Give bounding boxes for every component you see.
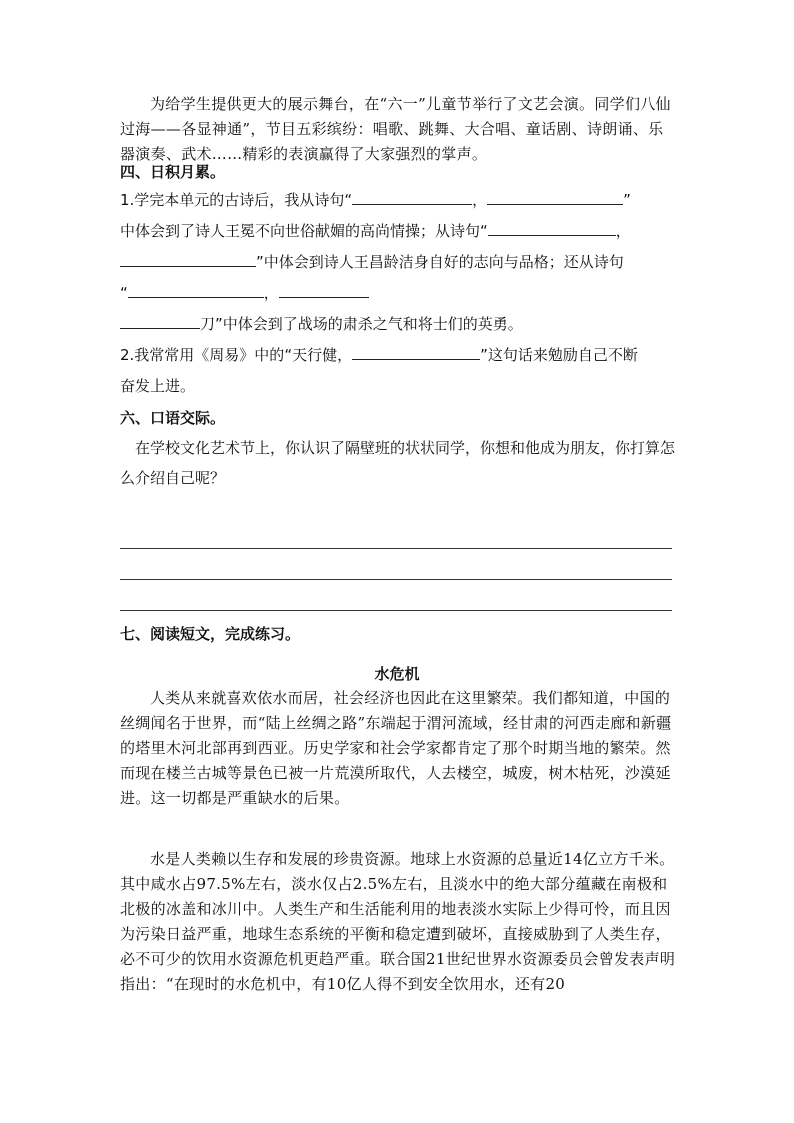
poem-blank-2[interactable] xyxy=(487,187,623,205)
speaking-prompt: 在学校文化艺术节上，你认识了隔壁班的状状同学，你想和他成为朋友，你打算怎么介绍自己呢？ xyxy=(120,439,676,487)
poem-blank-7[interactable] xyxy=(120,311,200,329)
section-six-heading: 六、口语交际。 xyxy=(120,409,226,427)
q1-line-3: ”中体会到诗人王昌龄洁身自好的志向与品格；还从诗句 xyxy=(120,247,680,278)
q1-line-2: 中体会到了诗人王冕不向世俗献媚的高尚情操；从诗句“ ， xyxy=(120,216,680,247)
zhouyi-blank[interactable] xyxy=(352,342,480,360)
poem-blank-6[interactable] xyxy=(279,280,369,298)
q1-line-4: “ ， xyxy=(120,278,680,309)
poem-blank-5[interactable] xyxy=(128,280,264,298)
q1-line-1: 1.学完本单元的古诗后，我从诗句“ ， ” xyxy=(120,185,680,216)
article-title: 水危机 xyxy=(374,665,420,683)
section-four-heading: 四、日积月累。 xyxy=(120,163,226,181)
answer-line-1[interactable] xyxy=(120,548,672,549)
poem-blank-4[interactable] xyxy=(120,249,256,267)
q1-line-5: 刀”中体会到了战场的肃杀之气和将士们的英勇。 xyxy=(120,309,680,340)
q2-line-2: 奋发上进。 xyxy=(120,377,196,395)
answer-line-3[interactable] xyxy=(120,610,672,611)
answer-line-2[interactable] xyxy=(120,579,672,580)
q2-line-1: 2.我常常用《周易》中的“天行健， ”这句话来勉励自己不断 xyxy=(120,340,680,371)
intro-paragraph: 为给学生提供更大的展示舞台，在“六一”儿童节举行了文艺会演。同学们八仙过海——各显神通”，节目五彩缤纷：唱歌、跳舞、大合唱、童话剧、诗朗诵、乐器演奏、武术……精彩的表演赢得了大家强烈的掌声。 xyxy=(120,95,671,163)
poem-blank-3[interactable] xyxy=(488,218,616,236)
article-paragraph-2: 水是人类赖以生存和发展的珍贵资源。地球上水资源的总量近14亿立方千米。其中咸水占97.5%左右，淡水仅占2.5%左右，且淡水中的绝大部分蕴藏在南极和北极的冰盖和冰川中。人类生产和生活能利用的地表淡水实际上少得可怜，而且因为污染日益严重，地球生态系统的平衡和稳定遭到破坏，直接威胁到了人类生存，必不可少的饮用水资源危机更趋严重。联合国21世纪世界水资源委员会曾发表声明指出：“在现时的水危机中，有10亿人得不到安全饮用水，还有20 xyxy=(120,850,676,993)
section-seven-heading: 七、阅读短文，完成练习。 xyxy=(120,625,301,643)
article-paragraph-1: 人类从来就喜欢依水而居，社会经济也因此在这里繁荣。我们都知道，中国的丝绸闻名于世界，而“陆上丝绸之路”东端起于渭河流域，经甘肃的河西走廊和新疆的塔里木河北部再到西亚。历史学家和社会学家都肯定了那个时期当地的繁荣。然而现在楼兰古城等景色已被一片荒漠所取代，人去楼空，城废，树木枯死，沙漠延进。这一切都是严重缺水的后果。 xyxy=(120,689,672,807)
poem-blank-1[interactable] xyxy=(352,187,472,205)
